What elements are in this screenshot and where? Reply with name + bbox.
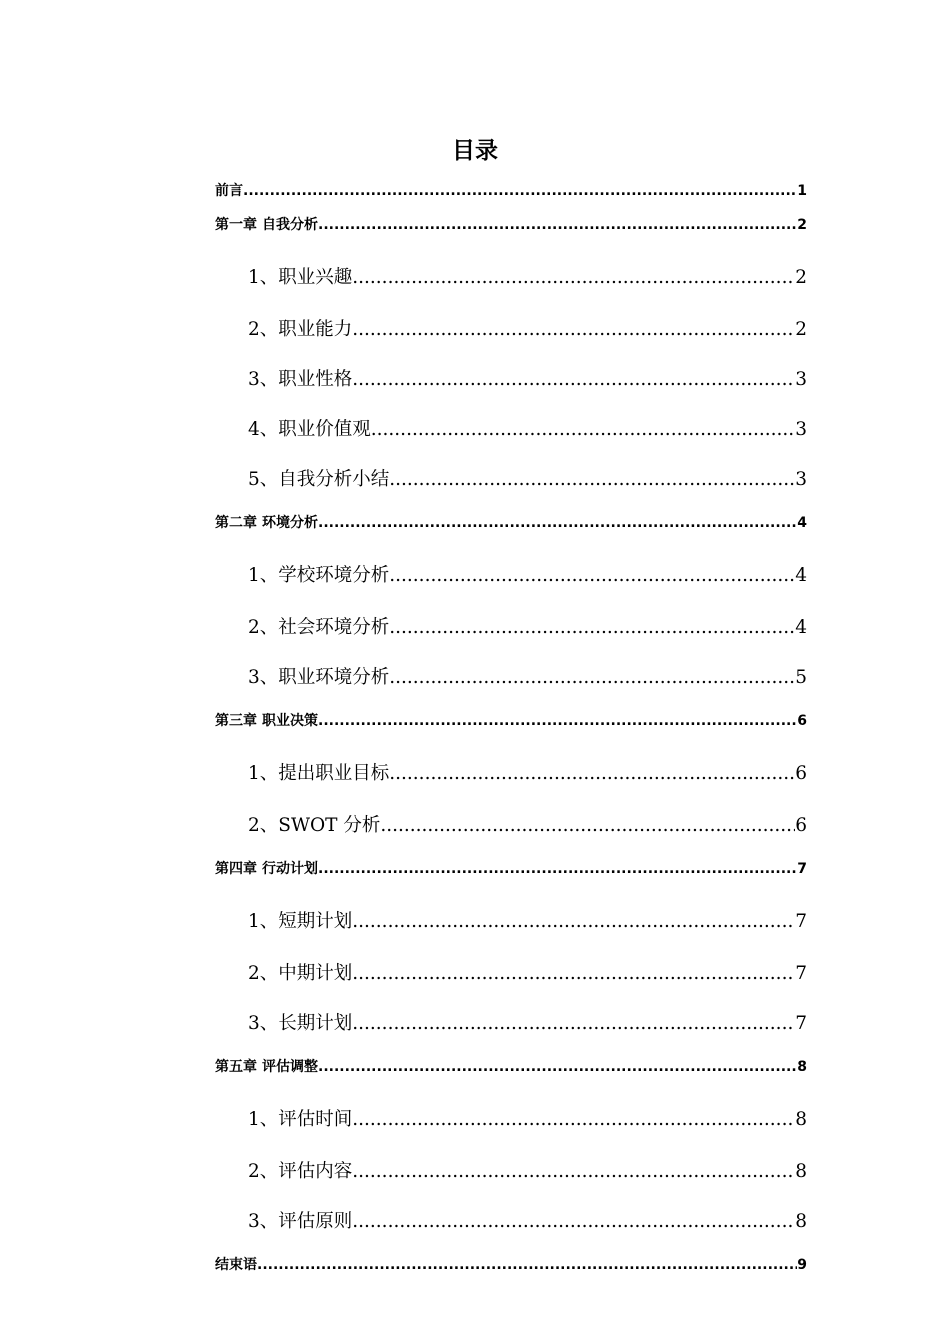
toc-entry-section[interactable]	[215, 1197, 807, 1247]
toc-entry-chapter-2[interactable]	[215, 505, 807, 539]
dot-leader	[243, 175, 797, 207]
toc-entry-preface[interactable]	[215, 173, 807, 207]
toc-page-number: 8	[795, 1161, 807, 1182]
toc-section-label: 1、提出职业目标	[248, 763, 390, 784]
toc-section-label: 2、评估内容	[248, 1161, 353, 1182]
toc-chapter-number: 第三章	[215, 713, 257, 729]
toc-entry-section[interactable]	[215, 405, 807, 455]
toc-section-label: 1、职业兴趣	[248, 267, 353, 288]
toc-page-number: 7	[795, 1013, 807, 1034]
toc-chapter-name: 自我分析	[262, 217, 318, 233]
toc-section-label: 2、职业能力	[248, 319, 353, 340]
toc-entry-chapter-1[interactable]	[215, 207, 807, 241]
toc-entry-section[interactable]	[215, 603, 807, 653]
dot-leader	[389, 455, 795, 505]
toc-section-label: 3、职业环境分析	[248, 667, 390, 688]
toc-entry-section[interactable]	[215, 737, 807, 801]
toc-chapter-number: 第二章	[215, 515, 257, 531]
toc-chapter-name: 环境分析	[262, 515, 318, 531]
dot-leader	[371, 405, 795, 455]
toc-chapter-number: 第一章	[215, 217, 257, 233]
toc-chapter-number: 第五章	[215, 1059, 257, 1075]
toc-entry-chapter-4[interactable]	[215, 851, 807, 885]
toc-section-label: 1、评估时间	[248, 1109, 353, 1130]
toc-section-label: 1、学校环境分析	[248, 565, 390, 586]
toc-chapter-name: 行动计划	[262, 861, 318, 877]
dot-leader	[352, 355, 795, 405]
dot-leader	[318, 853, 797, 885]
toc-entry-section[interactable]	[215, 653, 807, 703]
toc-entry-section[interactable]	[215, 999, 807, 1049]
dot-leader	[352, 1095, 795, 1145]
dot-leader	[352, 1197, 795, 1247]
toc-section-label: 5、自我分析小结	[248, 469, 390, 490]
toc-chapter-name: 评估调整	[262, 1059, 318, 1075]
dot-leader	[352, 999, 795, 1049]
toc-page-number: 4	[797, 515, 807, 531]
toc-entry-section[interactable]	[215, 1147, 807, 1197]
toc-page-number: 2	[795, 267, 807, 288]
toc-entry-section[interactable]	[215, 455, 807, 505]
dot-leader	[352, 897, 795, 947]
toc-entry-section[interactable]	[215, 801, 807, 851]
dot-leader	[318, 1051, 797, 1083]
toc-page-number: 3	[795, 369, 807, 390]
dot-leader	[352, 949, 795, 999]
toc-entry-section[interactable]	[215, 355, 807, 405]
toc-section-label: 3、长期计划	[248, 1013, 353, 1034]
dot-leader	[318, 705, 797, 737]
toc-section-label: 3、职业性格	[248, 369, 353, 390]
toc-entry-label: 结束语	[215, 1257, 257, 1273]
toc-section-label: 1、短期计划	[248, 911, 353, 932]
toc-section-label: 2、中期计划	[248, 963, 353, 984]
toc-page-number: 8	[797, 1059, 807, 1075]
toc-page-number: 1	[797, 183, 807, 199]
toc-entry-section[interactable]	[215, 539, 807, 603]
toc-entry-section[interactable]	[215, 305, 807, 355]
toc-page-number: 9	[797, 1257, 807, 1273]
toc-entry-section[interactable]	[215, 241, 807, 305]
dot-leader	[352, 1147, 795, 1197]
toc-page-number: 5	[795, 667, 807, 688]
dot-leader	[389, 551, 795, 601]
toc-entry-chapter-3[interactable]	[215, 703, 807, 737]
toc-page-number: 8	[795, 1109, 807, 1130]
toc-page-number: 7	[795, 963, 807, 984]
toc-page-number: 4	[795, 617, 807, 638]
toc-entry-section[interactable]	[215, 1083, 807, 1147]
dot-leader	[389, 603, 795, 653]
toc-page-number: 7	[795, 911, 807, 932]
toc-entry-section[interactable]	[215, 885, 807, 949]
toc-page-number: 4	[795, 565, 807, 586]
toc-entry-chapter-5[interactable]	[215, 1049, 807, 1083]
toc-title: 目录	[452, 137, 498, 164]
toc-entry-section[interactable]	[215, 949, 807, 999]
toc-section-label: 2、社会环境分析	[248, 617, 390, 638]
toc-page-number: 6	[795, 763, 807, 784]
toc-page-number: 2	[795, 319, 807, 340]
toc-page-number: 6	[795, 815, 807, 836]
toc-section-label: 2、SWOT 分析	[248, 815, 381, 836]
dot-leader	[318, 209, 797, 241]
toc-page-number: 3	[795, 469, 807, 490]
dot-leader	[389, 749, 795, 799]
toc-page-number: 2	[797, 217, 807, 233]
dot-leader	[352, 253, 795, 303]
toc-chapter-number: 第四章	[215, 861, 257, 877]
toc-section-label: 3、评估原则	[248, 1211, 353, 1232]
toc-page-number: 6	[797, 713, 807, 729]
toc-page-number: 8	[795, 1211, 807, 1232]
dot-leader	[257, 1249, 797, 1281]
dot-leader	[380, 801, 795, 851]
toc-page-number: 3	[795, 419, 807, 440]
dot-leader	[318, 507, 797, 539]
dot-leader	[389, 653, 795, 703]
toc-entry-label: 前言	[215, 183, 243, 199]
toc-entry-conclusion[interactable]	[215, 1247, 807, 1281]
dot-leader	[352, 305, 795, 355]
toc-chapter-name: 职业决策	[262, 713, 318, 729]
table-of-contents	[215, 173, 807, 1281]
toc-section-label: 4、职业价值观	[248, 419, 371, 440]
toc-page-number: 7	[797, 861, 807, 877]
